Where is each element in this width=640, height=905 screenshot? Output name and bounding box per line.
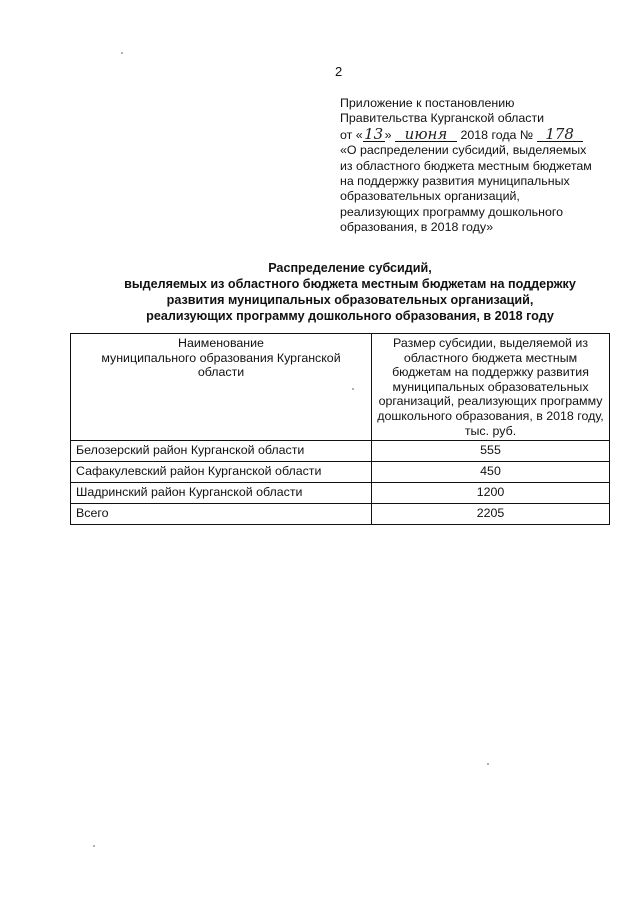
annex-subject-line: «О распределении субсидий, выделяемых: [340, 143, 587, 158]
municipality-name: Шадринский район Курганской области: [71, 483, 372, 504]
annex-subject-line: из областного бюджета местным бюджетам: [340, 158, 592, 173]
header-line: дошкольного образования, в 2018 году,: [377, 408, 604, 423]
title-line: выделяемых из областного бюджета местным бюджетам на поддержку: [124, 277, 576, 291]
handwritten-month: июня: [395, 127, 457, 142]
header-subsidy-amount: [372, 334, 610, 441]
total-amount: 2205: [372, 504, 610, 525]
municipality-name: Сафакулевский район Курганской области: [71, 462, 372, 483]
scan-speck: [93, 845, 95, 847]
header-line: областного бюджета местным: [403, 350, 578, 365]
total-label: Всего: [71, 504, 372, 525]
subsidy-amount: 555: [372, 441, 610, 462]
annex-subject-line: образовательных организаций,: [340, 189, 520, 204]
subsidy-amount: 1200: [372, 483, 610, 504]
title-line: Распределение субсидий,: [268, 261, 432, 275]
header-line: организаций, реализующих программу: [378, 394, 603, 409]
annex-block: [340, 96, 600, 236]
table-row: [71, 441, 610, 462]
header-line: области: [197, 365, 245, 380]
subsidy-amount: 450: [372, 462, 610, 483]
date-mid: »: [384, 127, 392, 142]
page-number: 2: [335, 64, 343, 79]
subsidy-table: [70, 333, 610, 525]
table-row: [71, 483, 610, 504]
annex-subject-line: реализующих программу дошкольного: [340, 204, 564, 219]
municipality-name: Белозерский район Курганской области: [71, 441, 372, 462]
table-row: [71, 462, 610, 483]
header-line: тыс. руб.: [464, 423, 517, 438]
table-header-row: [71, 334, 610, 441]
header-line: Наименование: [178, 336, 264, 350]
table-total-row: [71, 504, 610, 525]
scan-speck: [121, 52, 123, 54]
title-line: развития муниципальных образовательных организаций,: [166, 293, 534, 307]
annex-subject-line: на поддержку развития муниципальных: [340, 174, 570, 189]
header-line: бюджетам на поддержку развития: [392, 365, 589, 380]
annex-subject-line: образования, в 2018 году»: [340, 220, 494, 235]
handwritten-number: 178: [537, 127, 583, 142]
title-line: реализующих программу дошкольного образования, в 2018 году: [146, 309, 554, 323]
date-year: 2018 года №: [460, 127, 534, 142]
header-line: Размер субсидии, выделяемой из: [393, 336, 588, 350]
header-line: муниципального образования Курганской: [101, 350, 341, 365]
annex-line: Приложение к постановлению: [340, 96, 515, 110]
annex-line: Правительства Курганской области: [340, 111, 545, 126]
document-title: [70, 260, 630, 324]
handwritten-day: 13: [364, 124, 384, 143]
header-municipality: [71, 334, 372, 441]
date-prefix: от «: [340, 127, 363, 142]
scan-speck: [487, 763, 489, 765]
scan-speck: [352, 388, 354, 390]
annex-date-line: [340, 124, 600, 143]
header-line: муниципальных образовательных: [392, 379, 589, 394]
